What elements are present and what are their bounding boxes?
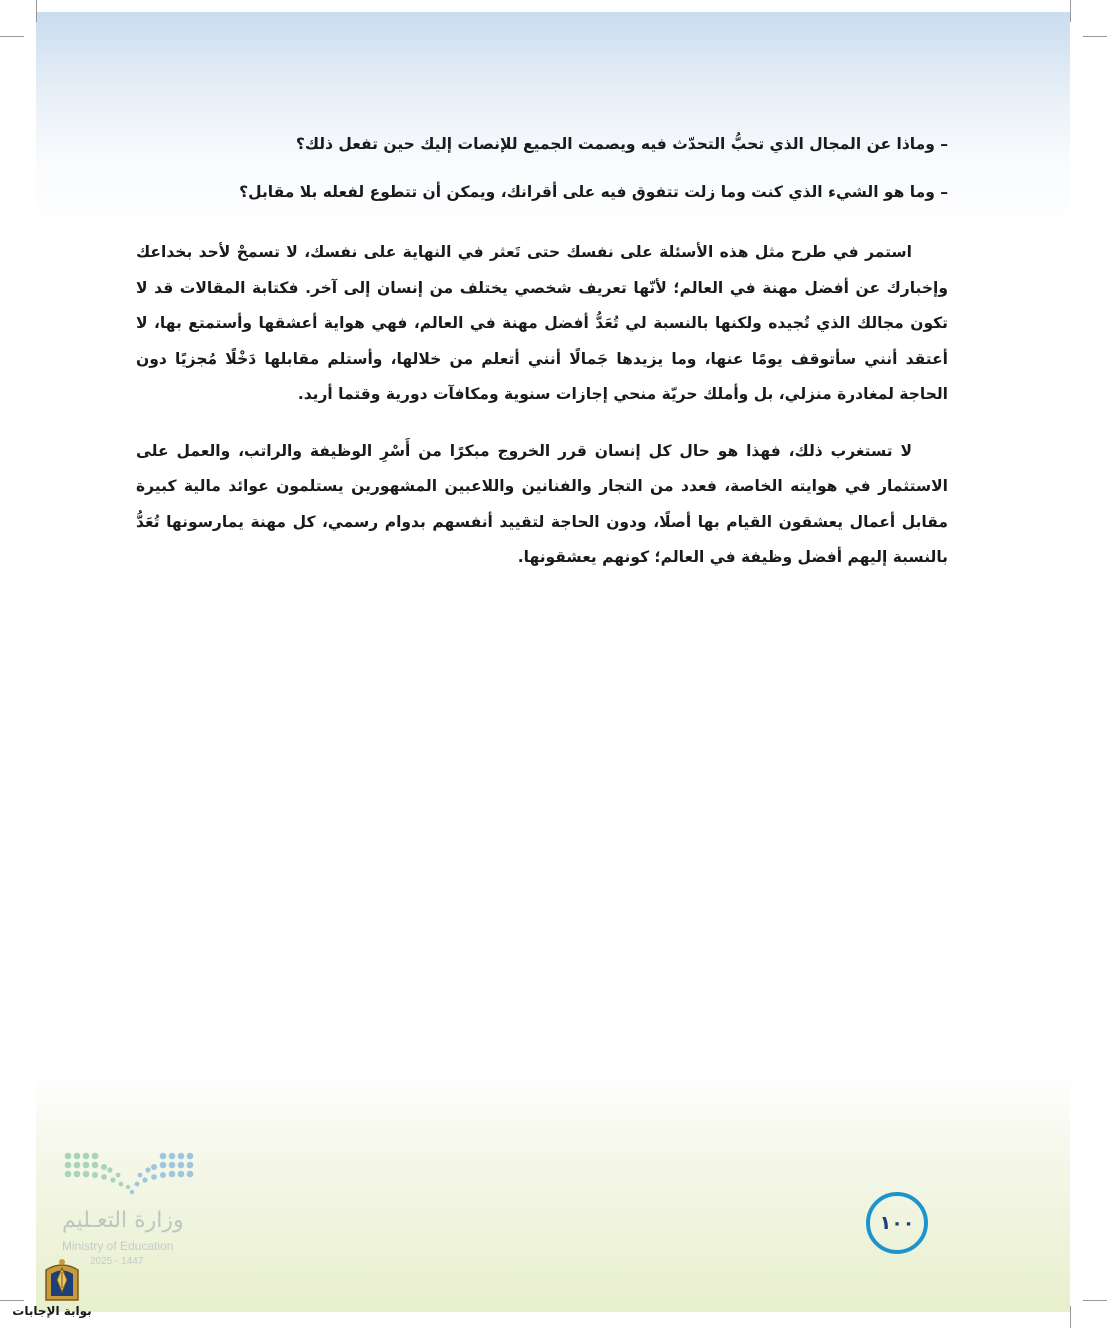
book-pen-icon [40,1254,84,1304]
paragraph: لا تستغرب ذلك، فهذا هو حال كل إنسان قرر الخروج مبكرًا من أَسْرِ الوظيفة والراتب، والعمل على الاستثمار في هوايته الخاصة، فعدد من التجار والفنانين واللاعبين المشهورين يستلمون عوائد مالية كبيرة مقابل أعمال يعشقون القيام بها أصلًا، ودون الحاجة لتقييد أنفسهم بدوام رسمي، كل مهنة يمارسونها تُعَدُّ بالنسبة إليهم أفضل وظيفة في العالم؛ كونهم يعشقونها. [136,441,948,566]
crop-mark [1083,1300,1107,1301]
crop-mark [1083,36,1107,37]
ministry-logo-years: 2025 - 1447 [90,1256,144,1267]
page-number: ١٠٠ [866,1192,928,1254]
ministry-logo-dots-icon [60,1148,200,1204]
crop-mark [0,36,24,37]
watermark-badge [4,1254,100,1326]
ministry-logo-arabic: وزارة التعـليم [62,1208,184,1233]
crop-mark [36,0,37,22]
question-line: – وما هو الشيء الذي كنت وما زلت تتفوق فيه على أقرانك، ويمكن أن تتطوع لفعله بلا مقابل؟ [239,183,948,201]
ministry-logo-english: Ministry of Education [62,1239,174,1253]
paragraph: استمر في طرح مثل هذه الأسئلة على نفسك حتى تَعثر في النهاية على نفسك، لا تسمحْ لأحد بخداعك وإخبارك عن أفضل مهنة في العالم؛ لأنّها تعريف شخصي يختلف من إنسان إلى آخر. فكتابة المقالات قد لا تكون مجالك الذي تُجيده ولكنها بالنسبة لي تُعَدُّ أفضل مهنة في العالم، فهي هواية أعشقها وأستمتع بها، لا أعتقد أنني سأتوقف يومًا عنها، وما يزيدها جَمالًا أنني أتعلم من خلالها، وأستلم مقابلها دَخْلًا مُجزيًا دون الحاجة لمغادرة منزلي، بل وأملك حريّة منحي إجازات سنوية ومكافآت دورية وقتما أريد. [136,243,948,403]
crop-mark [1070,1306,1071,1328]
crop-mark [1070,0,1071,22]
body-text [136,125,948,576]
question-line: – وماذا عن المجال الذي تحبُّ التحدّث فيه ويصمت الجميع للإنصات إليك حين تفعل ذلك؟ [295,135,948,153]
watermark-label: بوابة الإجابات [12,1304,92,1318]
